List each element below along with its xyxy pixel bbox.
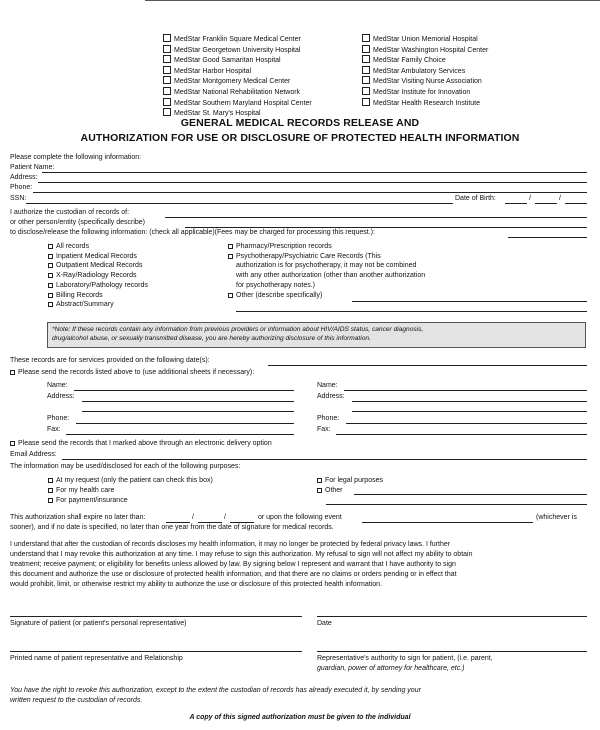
purposes-intro: The information may be used/disclosed for each of the following purposes:: [10, 463, 241, 470]
recipient2-name-label: Name:: [317, 382, 338, 389]
other-entity-label: or other person/entity (specifically describe): [10, 219, 146, 226]
patient-name-field[interactable]: [42, 172, 587, 173]
recipient2-name-field[interactable]: [344, 390, 587, 391]
record-option[interactable]: Billing Records: [48, 291, 148, 301]
expire-label: This authorization shall expire no later than:: [10, 514, 146, 521]
purposes-left-list: [48, 476, 213, 506]
facility-item[interactable]: MedStar Georgetown University Hospital: [163, 45, 312, 56]
top-rule: [145, 0, 600, 1]
expire-day-field[interactable]: [198, 522, 222, 523]
records-left-list: [48, 242, 148, 310]
copy-notice: A copy of this signed authorization must be given to the individual: [189, 714, 411, 721]
record-option[interactable]: Outpatient Medical Records: [48, 261, 148, 271]
facilities-right-list: [362, 34, 488, 108]
dob-day-field[interactable]: [535, 203, 557, 204]
understanding-paragraph: [10, 540, 590, 590]
ssn-label: SSN:: [10, 195, 27, 202]
revoke-text-2: written request to the custodian of records.: [10, 697, 143, 704]
record-other-field-2[interactable]: [236, 311, 587, 312]
purposes-right-list: [317, 476, 383, 496]
phone-field[interactable]: [33, 192, 587, 193]
dob-slash: /: [559, 195, 561, 202]
date-label: Date: [317, 620, 332, 627]
date-slash: /: [224, 514, 226, 521]
facility-item[interactable]: MedStar Montgomery Medical Center: [163, 76, 312, 87]
paragraph-line: understand that I may revoke this authorization at any time. I may refuse to sign this authorization. My refusal to sign will not affect my ability to obtain: [10, 551, 473, 558]
services-dates-field[interactable]: [268, 365, 587, 366]
note-text: drug/alcohol abuse, or sexually transmitted disease, you are hereby authorizing disclosure of this information.: [52, 335, 371, 342]
records-right-list: [228, 242, 425, 300]
dob-year-field[interactable]: [565, 203, 587, 204]
ssn-field[interactable]: [26, 203, 453, 204]
recipient-address-field-2[interactable]: [82, 411, 294, 412]
recipient-name-field[interactable]: [74, 390, 294, 391]
facility-item[interactable]: MedStar Harbor Hospital: [163, 66, 312, 77]
expire-year-field[interactable]: [230, 522, 254, 523]
recipient-address-label: Address:: [47, 393, 75, 400]
purpose-option[interactable]: At my request (only the patient can check this box): [48, 476, 213, 486]
record-option[interactable]: All records: [48, 242, 148, 252]
psych-text: with any other authorization (other than another authorization: [236, 272, 426, 280]
revoke-text-1: You have the right to revoke this authorization, except to the extent the custodian of records has already executed it, by sending your: [10, 687, 421, 694]
rep-authority-label-2: guardian, power of attorney for healthcare, etc.): [317, 665, 465, 672]
record-other-field[interactable]: [352, 301, 587, 302]
expire-event-label: or upon the following event: [258, 514, 342, 521]
facility-item[interactable]: MedStar Franklin Square Medical Center: [163, 34, 312, 45]
facility-item[interactable]: MedStar Good Samaritan Hospital: [163, 55, 312, 66]
recipient2-address-field-2[interactable]: [352, 411, 587, 412]
dob-month-field[interactable]: [505, 203, 527, 204]
paragraph-line: I understand that after the custodian of records discloses my health information, it may no longer be protected by federal privacy laws. I further: [10, 541, 451, 548]
form-title-line2: AUTHORIZATION FOR USE OR DISCLOSURE OF PROTECTED HEALTH INFORMATION: [80, 132, 520, 144]
expire-whichever: (whichever is: [536, 514, 577, 521]
recipient2-phone-label: Phone:: [317, 415, 340, 422]
dob-label: Date of Birth:: [455, 195, 496, 202]
facility-item[interactable]: MedStar Family Choice: [362, 55, 488, 66]
purpose-option-other[interactable]: Other: [317, 486, 383, 496]
recipient2-phone-field[interactable]: [346, 423, 587, 424]
record-option[interactable]: Inpatient Medical Records: [48, 252, 148, 262]
date-slash: /: [192, 514, 194, 521]
disclose-label: to disclose/release the following information: (check all applicable)(Fees may be charged for processing this request.):: [10, 229, 375, 236]
electronic-delivery-option[interactable]: Please send the records that I marked above through an electronic delivery option: [10, 440, 272, 448]
purpose-option[interactable]: For my health care: [48, 486, 213, 496]
note-text: *Note: If these records contain any information from previous providers or information about HIV/AIDS status, cancer diagnosis,: [52, 326, 424, 333]
purpose-other-field-2[interactable]: [326, 504, 587, 505]
recipient-fax-field[interactable]: [66, 434, 294, 435]
printed-name-label: Printed name of patient representative and Relationship: [10, 655, 183, 662]
send-listed-option[interactable]: Please send the records listed above to (use additional sheets if necessary):: [10, 369, 254, 377]
record-option-other[interactable]: Other (describe specifically): [228, 291, 425, 301]
recipient2-address-field[interactable]: [352, 401, 587, 402]
record-option[interactable]: Laboratory/Pathology records: [48, 281, 148, 291]
signature-label: Signature of patient (or patient's personal representative): [10, 620, 187, 627]
address-label: Address:: [10, 174, 38, 181]
purpose-option-legal[interactable]: For legal purposes: [317, 476, 383, 486]
email-field[interactable]: [62, 459, 587, 460]
expire-sooner: sooner), and if no date is specified, no later than one year from the date of signature for medical records.: [10, 524, 334, 531]
purpose-other-field[interactable]: [354, 494, 587, 495]
facility-item[interactable]: MedStar Institute for Innovation: [362, 87, 488, 98]
dob-slash: /: [529, 195, 531, 202]
facility-item[interactable]: MedStar National Rehabilitation Network: [163, 87, 312, 98]
paragraph-line: this document and authorize the use or disclosure of protected health information, and that there are no claims or orders pending or in effect that: [10, 571, 457, 578]
phone-label: Phone:: [10, 184, 33, 191]
authorize-label: I authorize the custodian of records of:: [10, 209, 130, 216]
services-dates-label: These records are for services provided on the following date(s):: [10, 357, 210, 364]
recipient-phone-field[interactable]: [76, 423, 294, 424]
recipient-name-label: Name:: [47, 382, 68, 389]
other-entity-field[interactable]: [185, 227, 587, 228]
record-option-pharmacy[interactable]: Pharmacy/Prescription records: [228, 242, 425, 252]
facility-item[interactable]: MedStar Southern Maryland Hospital Center: [163, 98, 312, 109]
email-label: Email Address:: [10, 451, 57, 458]
recipient2-fax-label: Fax:: [317, 426, 331, 433]
signature-field[interactable]: [10, 616, 302, 617]
recipient-address-field[interactable]: [82, 401, 294, 402]
facility-item[interactable]: MedStar Washington Hospital Center: [362, 45, 488, 56]
facility-item[interactable]: MedStar Union Memorial Hospital: [362, 34, 488, 45]
recipient-phone-label: Phone:: [47, 415, 70, 422]
purpose-option[interactable]: For payment/insurance: [48, 496, 213, 506]
custodian-field[interactable]: [165, 217, 587, 218]
facility-item[interactable]: MedStar Ambulatory Services: [362, 66, 488, 77]
paragraph-line: would prohibit, limit, or otherwise restrict my ability to authorize the use or disclosure of this protected health information.: [10, 581, 382, 588]
psych-text: authorization is for psychotherapy, it may not be combined: [236, 262, 417, 270]
address-field[interactable]: [38, 182, 587, 183]
record-option-psychotherapy[interactable]: Psychotherapy/Psychiatric Care Records (This: [228, 252, 425, 262]
facility-item[interactable]: MedStar Health Research Institute: [362, 98, 488, 109]
record-option[interactable]: X-Ray/Radiology Records: [48, 271, 148, 281]
recipient2-address-label: Address:: [317, 393, 345, 400]
rep-authority-field[interactable]: [317, 651, 587, 652]
disclose-field[interactable]: [508, 237, 587, 238]
recipient2-fax-field[interactable]: [336, 434, 587, 435]
record-option[interactable]: Abstract/Summary: [48, 300, 148, 310]
patient-intro: Please complete the following information:: [10, 154, 142, 161]
facility-item[interactable]: MedStar Visiting Nurse Association: [362, 76, 488, 87]
form-title-line1: GENERAL MEDICAL RECORDS RELEASE AND: [180, 117, 420, 129]
date-field[interactable]: [317, 616, 587, 617]
facilities-left-list: [163, 34, 312, 119]
recipient-fax-label: Fax:: [47, 426, 61, 433]
psych-text: for psychotherapy notes.): [236, 281, 315, 289]
rep-authority-label-1: Representative's authority to sign for patient, (i.e. parent,: [317, 655, 493, 662]
paragraph-line: treatment; receive payment; or eligibility for benefits unless allowed by law. By signing below I represent and warrant that I have authority to sign: [10, 561, 456, 568]
printed-name-field[interactable]: [10, 651, 302, 652]
expire-event-field[interactable]: [362, 522, 533, 523]
hiv-note-box: [47, 322, 586, 348]
patient-name-label: Patient Name:: [10, 164, 55, 171]
facility-item[interactable]: MedStar St. Mary's Hospital: [163, 108, 312, 119]
expire-month-field[interactable]: [166, 522, 190, 523]
